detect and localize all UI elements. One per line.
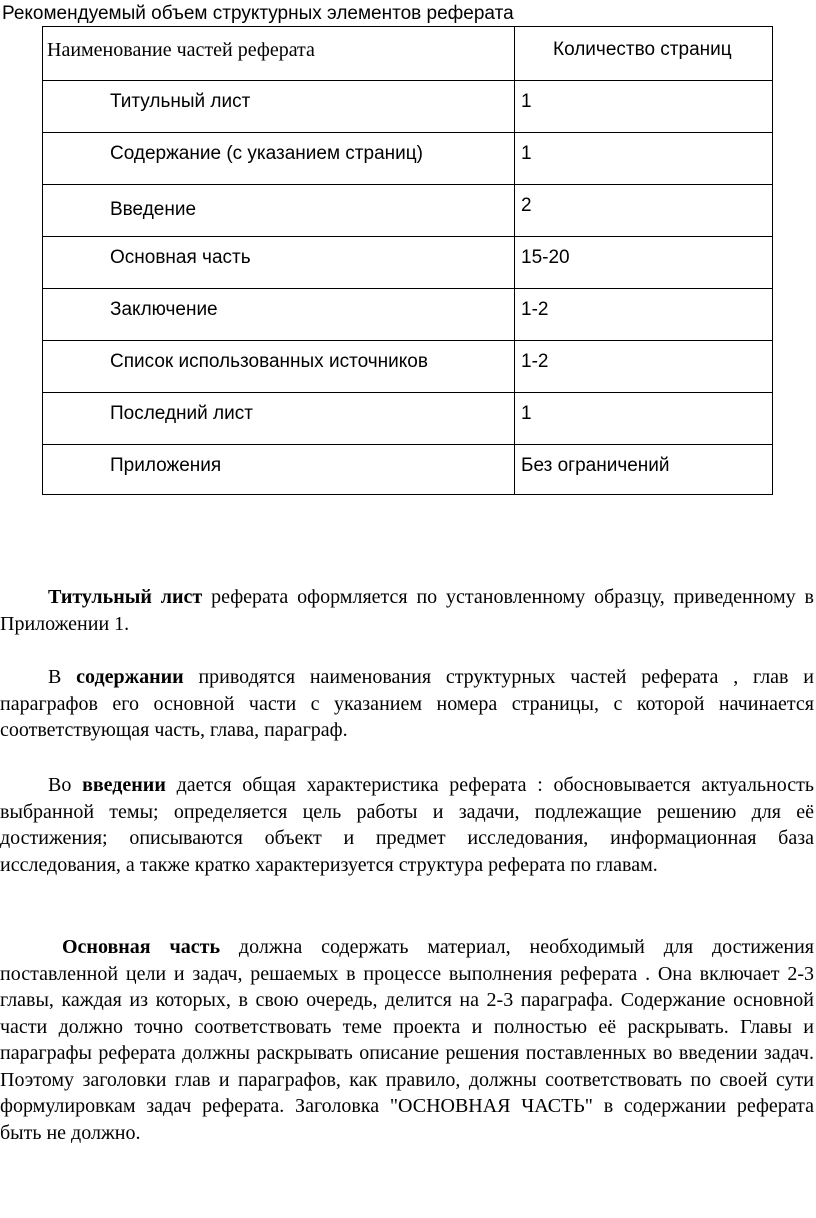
paragraph-text: дается общая характеристика реферата : обосновывается актуальность выбранной темы; определяется цель работы и задачи, подлежащие решению для её достижения; описываются объект и предмет исследования, информационная база исследования, а также кратко характеризуется структура реферата по главам. xyxy=(0,774,814,876)
paragraph-text: должна содержать материал, необходимый для достижения поставленной цели и задач, решаемых в процессе выполнения реферата . Она включает 2-3 главы, каждая из которых, в свою очередь, делится на 2-3 параграфа. Содержание основной части должно точно соответствовать теме проекта и полностью её раскрывать. Главы и параграфы реферата должны раскрывать описание решения поставленных во введении задач. Поэтому заголовки глав и параграфов, как правило, должны соответствовать по своей сути формулировкам задач реферата. Заголовка "ОСНОВНАЯ ЧАСТЬ" в содержании реферата быть не должно. xyxy=(0,936,814,1144)
table-row xyxy=(43,289,773,341)
paragraph-main-part xyxy=(0,934,814,1146)
table-header-row xyxy=(43,27,773,81)
row-page-count: 1 xyxy=(515,393,773,445)
term-intro: введении xyxy=(82,774,166,796)
table-row xyxy=(43,81,773,133)
paragraph-text: реферата оформляется по установленному образцу, приведенному в Приложении 1. xyxy=(0,586,814,635)
row-page-count: 15-20 xyxy=(515,237,773,289)
paragraph-text: приводятся наименования структурных частей реферата , глав и параграфов его основной части с указанием номера страницы, с которой начинается соответствующая часть, глава, параграф. xyxy=(0,666,814,741)
row-part-name: Основная часть xyxy=(43,237,515,289)
row-part-name: Последний лист xyxy=(43,393,515,445)
table-row xyxy=(43,341,773,393)
header-part-name: Наименование частей реферата xyxy=(43,27,515,81)
table-caption: Рекомендуемый объем структурных элементов реферата xyxy=(2,3,514,24)
paragraph-intro xyxy=(0,772,814,878)
paragraph-prefix: Во xyxy=(48,774,83,796)
table-row xyxy=(43,237,773,289)
row-page-count: 2 xyxy=(515,185,773,237)
row-part-name: Содержание (с указанием страниц) xyxy=(43,133,515,185)
table-row xyxy=(43,133,773,185)
structure-table xyxy=(42,26,773,495)
row-page-count: 1 xyxy=(515,133,773,185)
table-row xyxy=(43,393,773,445)
table-row xyxy=(43,185,773,237)
table-row xyxy=(43,445,773,495)
paragraph-title-page xyxy=(0,584,814,637)
paragraph-contents xyxy=(0,664,814,744)
row-page-count: 1-2 xyxy=(515,289,773,341)
term-title-page: Титульный лист xyxy=(48,586,203,608)
row-part-name: Список использованных источников xyxy=(43,341,515,393)
row-part-name: Введение xyxy=(43,185,515,237)
paragraph-prefix: В xyxy=(48,666,77,688)
term-main-part: Основная часть xyxy=(62,936,221,958)
term-contents: содержании xyxy=(76,666,184,688)
header-page-count: Количество страниц xyxy=(515,27,773,81)
row-part-name: Приложения xyxy=(43,445,515,495)
row-page-count: Без ограничений xyxy=(515,445,773,495)
row-page-count: 1 xyxy=(515,81,773,133)
row-part-name: Титульный лист xyxy=(43,81,515,133)
row-page-count: 1-2 xyxy=(515,341,773,393)
row-part-name: Заключение xyxy=(43,289,515,341)
